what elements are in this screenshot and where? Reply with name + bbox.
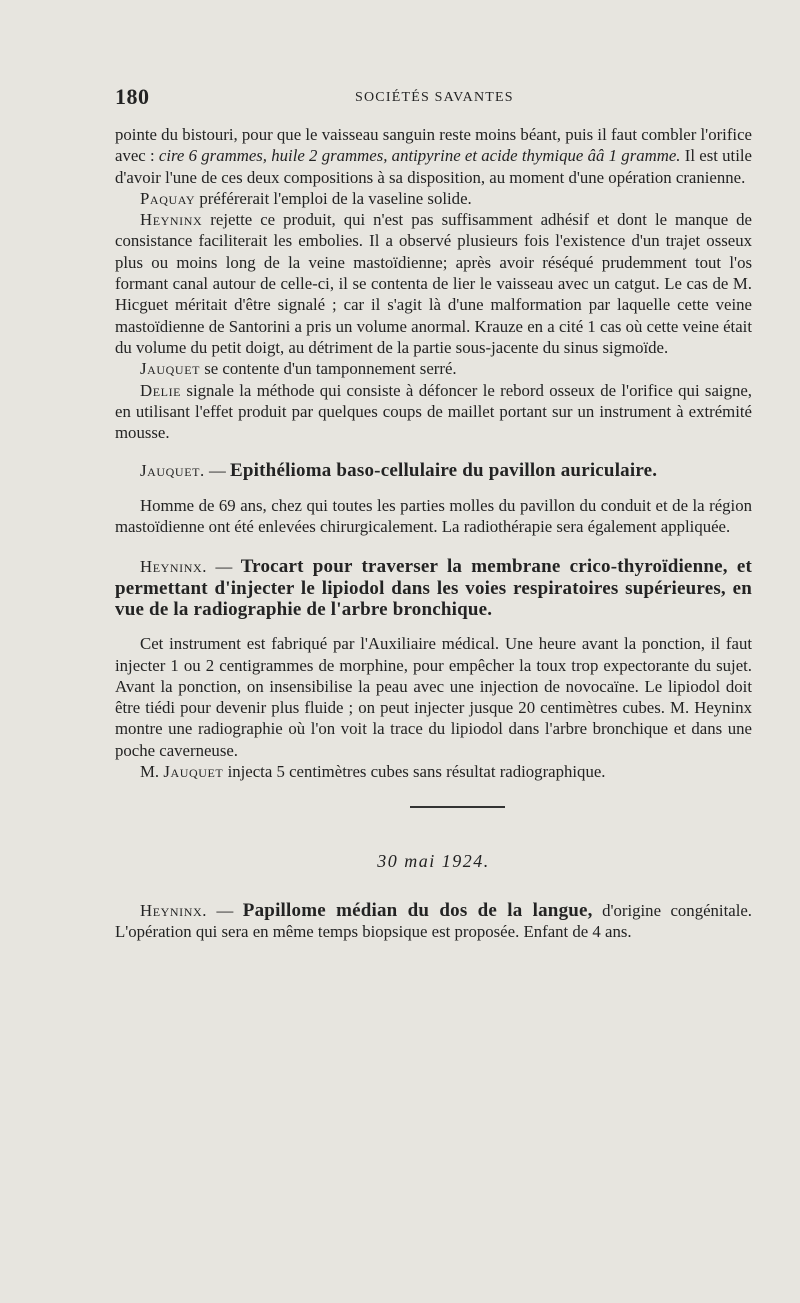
text: pointe du bistouri, pour que le vaisseau sanguin reste moins béant, puis il faut combler l'orifice avec : (115, 125, 752, 166)
section-body: d'origine congénitale. L'opération qui sera en même temps biopsique est proposée. Enfant de 4 ans. (115, 900, 753, 941)
speaker-name: Paquay (140, 188, 196, 208)
text: rejette ce produit, qui n'est pas suffisamment adhésif et dont le manque de consistance faciliterait les embolies. Il a observé plusieurs fois l'existence d'un trajet osseux plus ou moins long de la veine mastoïdienne; après avoir réséqué prudemment tout l'os formant canal autour de celle-ci, il se contenta de lier le vaisseau avec un catgut. Le cas de M. Hicguet méritait d'être signalé ; car il s'agit là d'une malformation par laquelle cette veine mastoïdienne de Santorini a pris un volume anormal. Krauze en a cité 1 cas où cette veine était du volume du petit doigt, au détriment de la partie sous-jacente du sinus sigmoïde. (115, 210, 752, 357)
page-number: 180 (115, 84, 150, 109)
text: injecta 5 centimètres cubes sans résultat radiographique. (223, 762, 606, 782)
paragraph-jauquet (115, 358, 752, 379)
speaker-name: Heyninx (140, 210, 203, 230)
paragraph-heyninx (115, 209, 752, 358)
section-heading (115, 900, 752, 943)
dash: — (207, 900, 243, 920)
paragraph-continuation (115, 124, 752, 188)
section-heading (115, 460, 752, 481)
section-author: Jauquet. (140, 461, 205, 481)
speaker-name: Delie (140, 380, 182, 400)
speaker-name: Jauquet (140, 359, 201, 379)
text: préférerait l'emploi de la vaseline solide. (195, 188, 472, 208)
section-body: Homme de 69 ans, chez qui toutes les parties molles du pavillon du conduit et de la région mastoïdienne ont été enlevées chirurgicalement. La radiothérapie sera également appliquée. (115, 495, 752, 537)
section-title: Papillome médian du dos de la langue, (242, 899, 593, 921)
section-body: Cet instrument est fabriqué par l'Auxiliaire médical. Une heure avant la ponction, il faut injecter 1 ou 2 centigrammes de morphine, pour empêcher la toux trop expectorante du sujet. Avant la ponction, on insensibilise la peau avec une injection de novocaïne. Le lipiodol doit être tiédi pour devenir plus fluide ; on peut injecter jusque 20 centimètres cubes. M. Heyninx montre une radiographie où l'on voit la trace du lipiodol dans l'arbre bronchique et dans une poche caverneuse. (115, 634, 752, 760)
section-heading (115, 556, 752, 620)
page-body (115, 124, 752, 942)
dash: — (204, 461, 231, 481)
text: Il est utile d'avoir l'une de ces deux compositions à sa disposition, au moment d'une opération cranienne. (115, 146, 752, 187)
horizontal-rule (410, 806, 505, 808)
text: signale la méthode qui consiste à défoncer le rebord osseux de l'orifice qui saigne, en utilisant l'effet produit par quelques coups de maillet portant sur un instrument à extrémité mousse. (115, 380, 752, 443)
section-author: Heyninx. (140, 900, 208, 920)
paragraph-paquay (115, 188, 752, 209)
section-author: Heyninx. (140, 557, 208, 577)
session-date: 30 mai 1924. (377, 851, 490, 872)
separator (115, 782, 752, 810)
section-body (115, 761, 752, 782)
dash: — (207, 557, 241, 577)
page-header (115, 84, 750, 114)
text: se contente d'un tamponnement serré. (200, 359, 457, 379)
italic-formula: cire 6 grammes, huile 2 grammes, antipyrine et acide thymique ââ 1 gramme. (158, 146, 681, 166)
section-title: Epithélioma baso-cellulaire du pavillon auriculaire. (230, 460, 658, 482)
text: M. (140, 762, 164, 782)
section-title: Trocart pour traverser la membrane crico-thyroïdienne, et permettant d'injecter le lipiodol dans les voies respiratoires supérieures, en vue de la radiographie de l'arbre bronchique. (115, 556, 752, 620)
running-head: SOCIÉTÉS SAVANTES (355, 90, 514, 105)
paragraph-delie (115, 380, 752, 444)
speaker-name: Jauquet (163, 762, 224, 782)
